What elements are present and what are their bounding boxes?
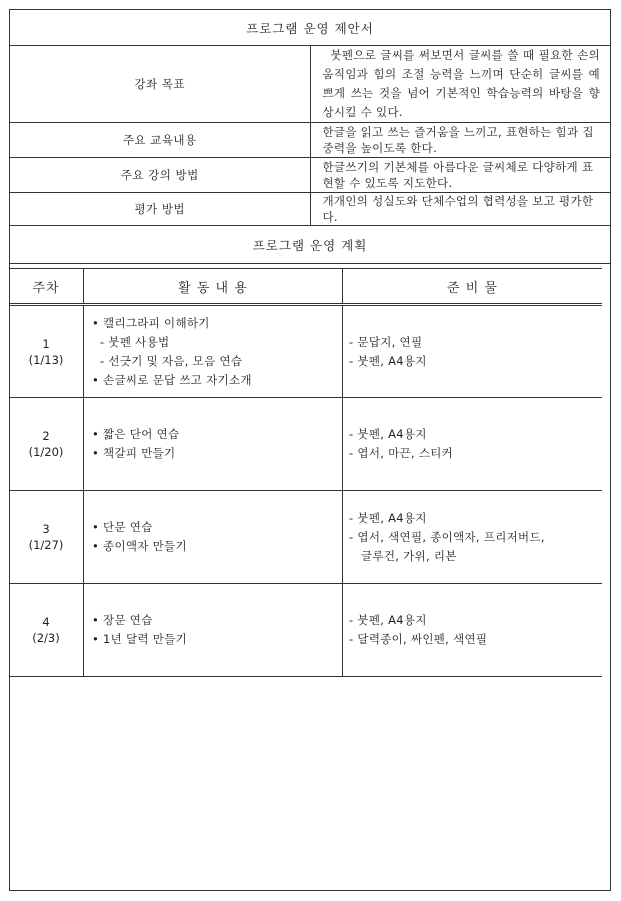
plan-title: 프로그램 운영 계획 xyxy=(10,226,610,264)
materials-item-continued: 글루건, 가위, 리본 xyxy=(361,548,457,563)
proposal-table xyxy=(10,10,610,264)
materials-item: - 붓펜, A4용지 xyxy=(349,510,427,525)
activity-subitem: - 선긋기 및 자음, 모음 연습 xyxy=(100,353,243,368)
proposal-title: 프로그램 운영 제안서 xyxy=(10,10,610,46)
header-activity: 활 동 내 용 xyxy=(84,269,343,305)
materials-item: - 문답지, 연필 xyxy=(349,334,423,349)
document-frame xyxy=(9,9,611,891)
week-cell xyxy=(9,584,84,677)
goal-label: 강좌 목표 xyxy=(10,46,310,123)
content-value: 한글을 읽고 쓰는 즐거움을 느끼고, 표현하는 힘과 집중력을 높이도록 한다. xyxy=(310,123,610,158)
week-date: (1/27) xyxy=(28,538,64,552)
activity-cell xyxy=(84,584,343,677)
week-cell xyxy=(9,398,84,491)
week-number: 3 xyxy=(42,522,50,536)
week-date: (1/13) xyxy=(28,352,64,367)
activity-item: • 책갈피 만들기 xyxy=(92,446,176,460)
week-number: 2 xyxy=(42,429,50,443)
method-label: 주요 강의 방법 xyxy=(10,158,310,193)
activity-item: • 손글씨로 문답 쓰고 자기소개 xyxy=(92,372,252,387)
activity-item: • 장문 연습 xyxy=(92,613,153,627)
materials-item: - 붓펜, A4용지 xyxy=(349,427,427,441)
activity-item: • 단문 연습 xyxy=(92,520,153,534)
activity-item: • 캘리그라피 이해하기 xyxy=(92,315,210,330)
activity-cell xyxy=(84,305,343,398)
method-value: 한글쓰기의 기본체를 아름다운 글씨체로 다양하게 표현할 수 있도록 지도한다. xyxy=(310,158,610,193)
materials-item: - 엽서, 마끈, 스티커 xyxy=(349,446,454,460)
week-number: 4 xyxy=(42,615,50,629)
eval-label: 평가 방법 xyxy=(10,193,310,226)
materials-item: - 붓펜, A4용지 xyxy=(349,353,427,368)
week-number: 1 xyxy=(42,336,50,351)
header-materials: 준 비 물 xyxy=(343,269,603,305)
week-cell xyxy=(9,491,84,584)
content-label: 주요 교육내용 xyxy=(10,123,310,158)
week-date: (1/20) xyxy=(28,445,64,459)
activity-item: • 1년 달력 만들기 xyxy=(92,632,188,646)
materials-cell xyxy=(343,584,603,677)
activity-cell xyxy=(84,398,343,491)
plan-table xyxy=(9,268,602,677)
materials-cell xyxy=(343,305,603,398)
week-cell xyxy=(9,305,84,398)
table-row xyxy=(9,398,602,491)
activity-subitem: - 붓펜 사용법 xyxy=(100,334,170,349)
materials-cell xyxy=(343,491,603,584)
materials-item: - 붓펜, A4용지 xyxy=(349,613,427,627)
activity-cell xyxy=(84,491,343,584)
goal-value xyxy=(310,46,610,123)
materials-item: - 달력종이, 싸인펜, 색연필 xyxy=(349,632,488,646)
eval-value: 개개인의 성실도와 단체수업의 협력성을 보고 평가한다. xyxy=(310,193,610,226)
table-row xyxy=(9,305,602,398)
activity-item: • 종이액자 만들기 xyxy=(92,539,187,553)
table-row xyxy=(9,491,602,584)
week-date: (2/3) xyxy=(32,631,60,645)
materials-item: - 엽서, 색연필, 종이액자, 프리저버드, xyxy=(349,529,545,544)
activity-item: • 짧은 단어 연습 xyxy=(92,427,180,441)
materials-cell xyxy=(343,398,603,491)
table-row xyxy=(9,584,602,677)
goal-text: 붓펜으로 글씨를 써보면서 글씨를 쓸 때 필요한 손의 움직임과 힘의 조절 능력을 느끼며 단순히 글씨를 예쁘게 쓰는 것을 넘어 기본적인 학습능력의 바탕을 향상시킬 수 있다. xyxy=(322,48,600,119)
header-week: 주차 xyxy=(9,269,84,305)
